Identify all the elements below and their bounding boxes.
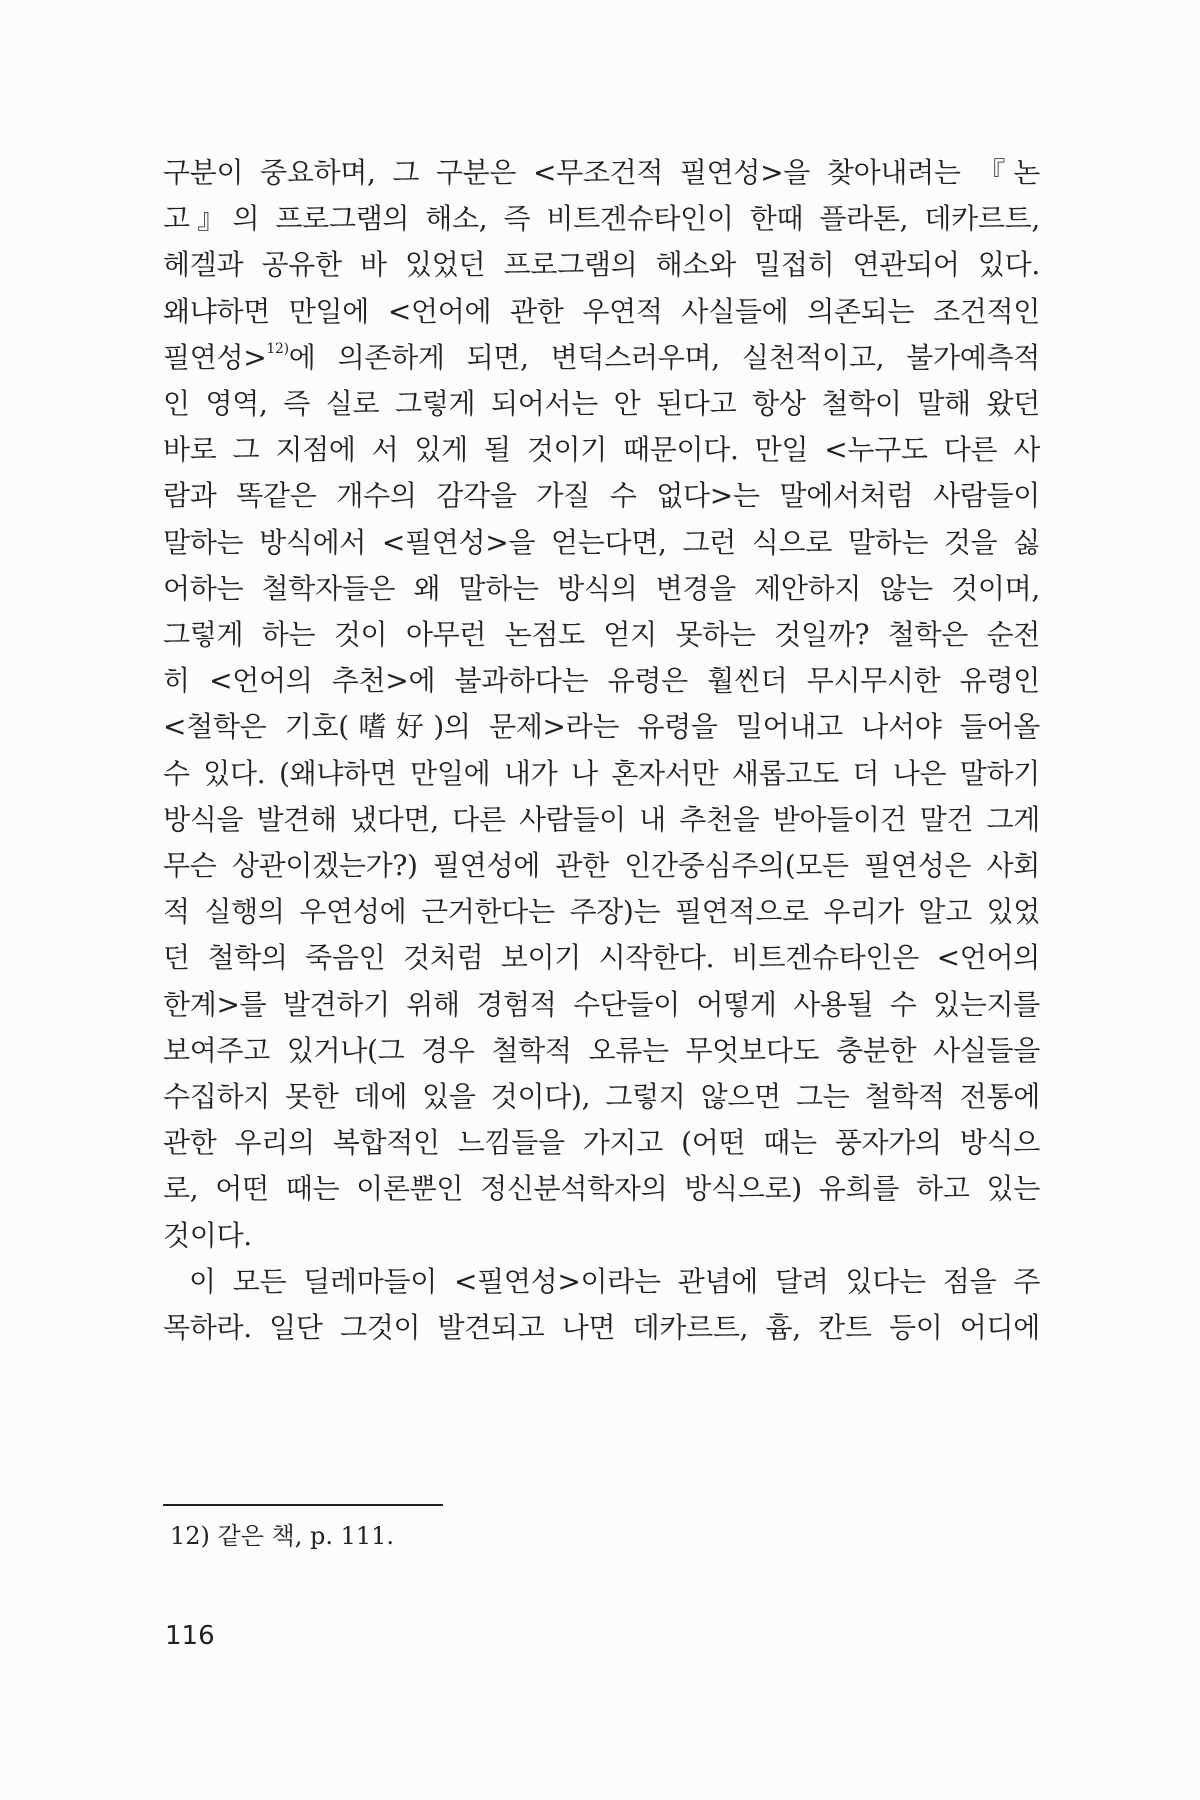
text-line: 바로 그 지점에 서 있게 될 것이기 때문이다. 만일 <누구도 다른 사 — [163, 433, 1040, 467]
text-line: 던 철학의 죽음인 것처럼 보이기 시작한다. 비트겐슈타인은 <언어의 — [163, 941, 1040, 975]
footnote: 12) 같은 책, p. 111. — [170, 1522, 395, 1550]
text-line: 방식을 발견해 냈다면, 다른 사람들이 내 추천을 받아들이건 말건 그게 — [163, 802, 1040, 836]
footnote-divider — [163, 1504, 443, 1506]
text-line: 인 영역, 즉 실로 그렇게 되어서는 안 된다고 항상 철학이 말해 왔던 — [163, 387, 1040, 421]
text-line: 수집하지 못한 데에 있을 것이다), 그렇지 않으면 그는 철학적 전통에 — [163, 1080, 1040, 1114]
text-line: <철학은 기호(嗜好)의 문제>라는 유령을 밀어내고 나서야 들어올 — [163, 710, 1040, 744]
text-segment: 필연성> — [163, 340, 267, 374]
text-line: 구분이 중요하며, 그 구분은 <무조건적 필연성>을 찾아내려는 『논 — [163, 156, 1040, 189]
text-line: 히 <언어의 추천>에 불과하다는 유령은 훨씬더 무시무시한 유령인 — [163, 664, 1040, 698]
text-line: 목하라. 일단 그것이 발견되고 나면 데카르트, 흄, 칸트 등이 어디에 — [163, 1311, 1040, 1345]
text-line: 어하는 철학자들은 왜 말하는 방식의 변경을 제안하지 않는 것이며, — [163, 571, 1040, 605]
page-number: 116 — [165, 1621, 215, 1651]
text-line: 고』의 프로그램의 해소, 즉 비트겐슈타인이 한때 플라톤, 데카르트, — [163, 202, 1040, 236]
text-line: 이 모든 딜레마들이 <필연성>이라는 관념에 달려 있다는 점을 주 — [189, 1264, 1040, 1298]
text-line: 무슨 상관이겠는가?) 필연성에 관한 인간중심주의(모든 필연성은 사회 — [163, 849, 1040, 883]
text-line: 보여주고 있거나(그 경우 철학적 오류는 무엇보다도 충분한 사실들을 — [163, 1033, 1040, 1067]
text-line-with-footnote-ref — [163, 335, 1040, 381]
body-text — [163, 150, 1040, 1351]
text-line: 것이다. — [163, 1218, 252, 1252]
text-segment: 에 의존하게 되면, 변덕스러우며, 실천적이고, 불가예측적 — [288, 340, 1040, 374]
text-line: 말하는 방식에서 <필연성>을 얻는다면, 그런 식으로 말하는 것을 싫 — [163, 525, 1040, 559]
footnote-reference: 12) — [266, 340, 289, 357]
text-line: 람과 똑같은 개수의 감각을 가질 수 없다>는 말에서처럼 사람들이 — [163, 479, 1040, 513]
text-line: 헤겔과 공유한 바 있었던 프로그램의 해소와 밀접히 연관되어 있다. — [163, 248, 1040, 282]
text-line: 왜냐하면 만일에 <언어에 관한 우연적 사실들에 의존되는 조건적인 — [163, 294, 1040, 328]
text-line: 관한 우리의 복합적인 느낌들을 가지고 (어떤 때는 풍자가의 방식으 — [163, 1126, 1040, 1160]
text-line: 적 실행의 우연성에 근거한다는 주장)는 필연적으로 우리가 알고 있었 — [163, 895, 1040, 929]
text-line: 수 있다. (왜냐하면 만일에 내가 나 혼자서만 새롭고도 더 나은 말하기 — [163, 756, 1040, 790]
text-line: 한계>를 발견하기 위해 경험적 수단들이 어떻게 사용될 수 있는지를 — [163, 987, 1040, 1021]
text-line: 그렇게 하는 것이 아무런 논점도 얻지 못하는 것일까? 철학은 순전 — [163, 618, 1040, 652]
text-line: 로, 어떤 때는 이론뿐인 정신분석학자의 방식으로) 유희를 하고 있는 — [163, 1172, 1040, 1206]
